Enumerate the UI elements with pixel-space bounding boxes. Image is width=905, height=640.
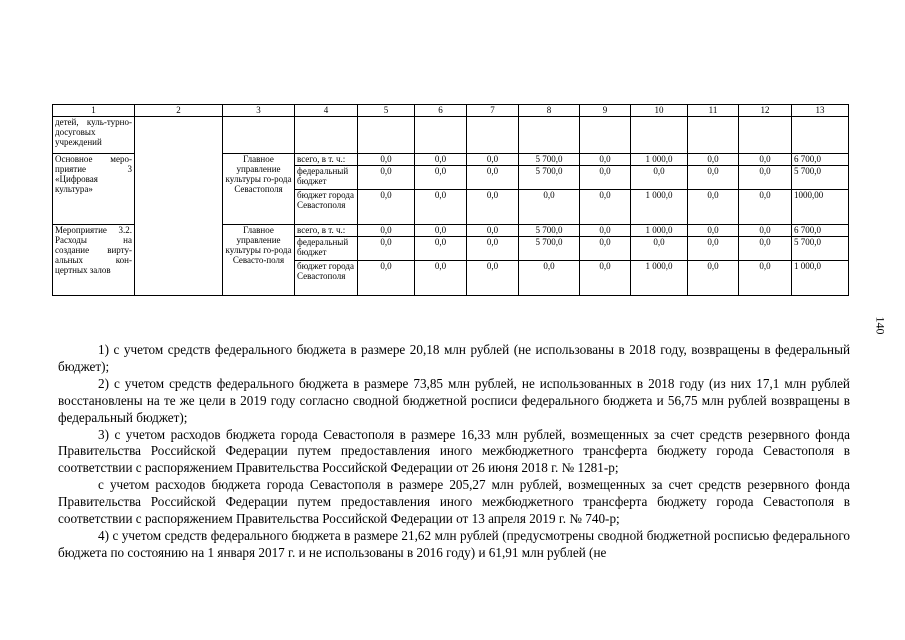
- header-cell: 2: [135, 105, 223, 117]
- value-cell: 1 000,0: [631, 225, 688, 237]
- value-cell: 0,0: [580, 261, 631, 296]
- header-cell: 11: [688, 105, 739, 117]
- value-cell: 0,0: [739, 261, 792, 296]
- footnote-paragraph: 1) с учетом средств федерального бюджета в размере 20,18 млн рублей (не использованы в 2018 году, возвращены в федеральный бюджет);: [58, 342, 850, 374]
- value-cell: 0,0: [688, 237, 739, 261]
- value-cell: 0,0: [688, 261, 739, 296]
- value-cell: 0,0: [739, 237, 792, 261]
- value-cell: 1 000,0: [631, 154, 688, 166]
- table-header-row: [53, 105, 849, 117]
- budget-table: [52, 104, 849, 296]
- header-cell: 8: [519, 105, 580, 117]
- value-cell: 0,0: [631, 237, 688, 261]
- value-cell: 0,0: [467, 190, 519, 225]
- value-cell: 0,0: [739, 166, 792, 190]
- header-cell: 7: [467, 105, 519, 117]
- header-cell: 10: [631, 105, 688, 117]
- executor-cell: Главное управление культуры го-рода Севастополя: [223, 154, 295, 225]
- value-cell: 6 700,0: [792, 154, 849, 166]
- value-cell: 0,0: [358, 225, 415, 237]
- value-cell: 1000,00: [792, 190, 849, 225]
- value-cell: 1 000,0: [631, 190, 688, 225]
- value-cell: 0,0: [580, 237, 631, 261]
- value-cell: 0,0: [358, 261, 415, 296]
- header-cell: 3: [223, 105, 295, 117]
- value-cell: 0,0: [358, 154, 415, 166]
- activity-name-cell: детей, куль-турно-досуговых учреждений: [53, 117, 135, 154]
- value-cell: 0,0: [358, 190, 415, 225]
- value-cell: 0,0: [467, 261, 519, 296]
- value-cell: 0,0: [631, 166, 688, 190]
- value-cell: 1 000,0: [792, 261, 849, 296]
- header-cell: 4: [295, 105, 358, 117]
- value-cell: 1 000,0: [631, 261, 688, 296]
- footnote-paragraph: 3) с учетом расходов бюджета города Севастополя в размере 16,33 млн рублей, возмещенных за счет средств резервного фонда Правительства Российской Федерации путем предоставления иного межбюджетного трансферта бюджету города Севастополя в соответствии с распоряжением Правительства Российской Федерации от 26 июня 2018 г. № 1281-р;: [58, 426, 850, 476]
- header-cell: 9: [580, 105, 631, 117]
- value-cell: 0,0: [580, 225, 631, 237]
- value-cell: 0,0: [467, 237, 519, 261]
- empty-cell: [223, 117, 295, 154]
- table-row: [53, 117, 849, 154]
- activity-name-cell: Основное меро-приятие 3 «Цифровая культура»: [53, 154, 135, 225]
- value-cell: 0,0: [580, 154, 631, 166]
- footnotes: [58, 342, 850, 562]
- footnote-paragraph: 2) с учетом средств федерального бюджета в размере 73,85 млн рублей, не использованных в 2018 году (из них 17,1 млн рублей восстановлены на те же цели в 2019 году согласно сводной бюджетной росписи федерального бюджета и 56,75 млн рублей возвращены в федеральный бюджет);: [58, 375, 850, 425]
- value-cell: 0,0: [467, 154, 519, 166]
- activity-name-cell: Мероприятие 3.2. Расходы на создание вирту-альных кон-цертных залов: [53, 225, 135, 296]
- value-cell: 6 700,0: [792, 225, 849, 237]
- funding-label: всего, в т. ч.:: [295, 154, 358, 166]
- value-cell: 0,0: [688, 190, 739, 225]
- value-cell: 5 700,0: [792, 166, 849, 190]
- value-cell: 0,0: [688, 166, 739, 190]
- value-cell: 0,0: [415, 261, 467, 296]
- value-cell: 0,0: [467, 225, 519, 237]
- value-cell: 0,0: [415, 190, 467, 225]
- header-cell: 12: [739, 105, 792, 117]
- funding-label: бюджет города Севастополя: [295, 261, 358, 296]
- value-cell: 5 700,0: [519, 154, 580, 166]
- page-number: 140: [873, 316, 888, 335]
- empty-cell: [295, 117, 358, 154]
- value-cell: 0,0: [688, 225, 739, 237]
- value-cell: 0,0: [739, 154, 792, 166]
- value-cell: 0,0: [739, 225, 792, 237]
- value-cell: 0,0: [415, 225, 467, 237]
- value-cell: 0,0: [519, 190, 580, 225]
- value-cell: 0,0: [580, 190, 631, 225]
- header-cell: 6: [415, 105, 467, 117]
- value-cell: 0,0: [467, 166, 519, 190]
- value-cell: 0,0: [415, 237, 467, 261]
- value-cell: 0,0: [580, 166, 631, 190]
- value-cell: 0,0: [739, 190, 792, 225]
- value-cell: 0,0: [415, 166, 467, 190]
- header-cell: 5: [358, 105, 415, 117]
- executor-cell: Главное управление культуры го-рода Севасто-поля: [223, 225, 295, 296]
- footnote-paragraph: с учетом расходов бюджета города Севастополя в размере 205,27 млн рублей, возмещенных за счет средств резервного фонда Правительства Российской Федерации путем предоставления иного межбюджетного трансферта бюджету города Севастополя в соответствии с распоряжением Правительства Российской Федерации от 13 апреля 2019 г. № 740-р;: [58, 477, 850, 527]
- value-cell: 0,0: [519, 261, 580, 296]
- funding-label: федеральный бюджет: [295, 166, 358, 190]
- empty-cell: [135, 117, 223, 296]
- value-cell: 5 700,0: [519, 166, 580, 190]
- value-cell: 5 700,0: [792, 237, 849, 261]
- header-cell: 13: [792, 105, 849, 117]
- funding-label: всего, в т. ч.:: [295, 225, 358, 237]
- value-cell: 5 700,0: [519, 237, 580, 261]
- value-cell: 0,0: [358, 237, 415, 261]
- value-cell: 0,0: [415, 154, 467, 166]
- value-cell: 5 700,0: [519, 225, 580, 237]
- footnote-paragraph: 4) с учетом средств федерального бюджета в размере 21,62 млн рублей (предусмотрены сводной бюджетной росписью федерального бюджета по состоянию на 1 января 2017 г. и не использованы в 2016 году) и 61,91 млн рублей (не: [58, 527, 850, 560]
- value-cell: 0,0: [358, 166, 415, 190]
- value-cell: 0,0: [688, 154, 739, 166]
- funding-label: бюджет города Севастополя: [295, 190, 358, 225]
- funding-label: федеральный бюджет: [295, 237, 358, 261]
- header-cell: 1: [53, 105, 135, 117]
